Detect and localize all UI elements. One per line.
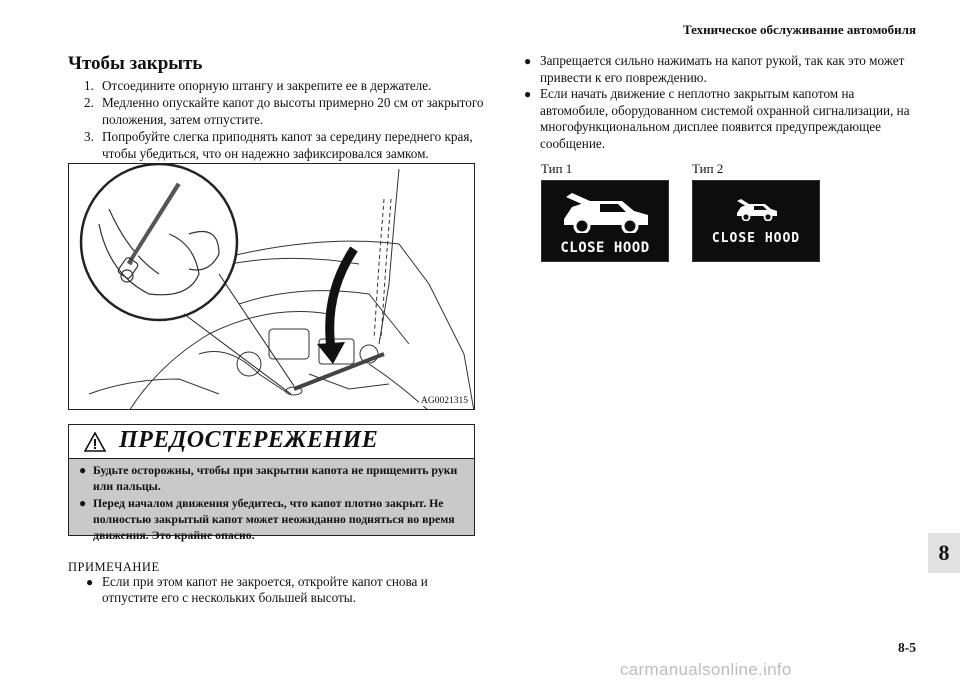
warning-box <box>68 424 475 542</box>
warning-text: Будьте осторожны, чтобы при закрытии капота не прищемить руки или пальцы. <box>93 463 458 493</box>
type-2-label: Тип 2 <box>692 161 724 176</box>
bullet-icon: ● <box>524 87 532 101</box>
page-heading: Чтобы закрыть <box>68 53 203 74</box>
warning-title: ПРЕДОСТЕРЕЖЕНИЕ <box>119 427 379 453</box>
warning-text: Перед началом движения убедитесь, что капот плотно закрыт. Не полностью закрытый капот может неожиданно подняться во время движения. Это крайне опасно. <box>93 496 455 542</box>
page-number: 8-5 <box>898 640 916 655</box>
warning-header <box>69 425 474 459</box>
steps-list <box>84 77 484 162</box>
warning-body <box>79 462 469 544</box>
bullet-icon: ● <box>86 575 94 589</box>
bullet-icon: ● <box>79 463 87 477</box>
display-message: CLOSE HOOD <box>711 231 801 246</box>
right-text: Если начать движение с неплотно закрытым капотом на автомобиле, оборудованном системой охранной сигнализации, на многофункциональном дисплее появится предупреждающее сообщение. <box>540 86 910 151</box>
bullet-icon: ● <box>524 54 532 68</box>
warning-item <box>79 462 469 494</box>
warning-item <box>79 495 469 543</box>
step-text: Попробуйте слегка приподнять капот за середину переднего края, чтобы убедиться, что он надежно зафиксировался замком. <box>102 129 473 161</box>
chapter-tab: 8 <box>928 533 960 573</box>
display-message: CLOSE HOOD <box>560 240 650 256</box>
open-hood-car-icon <box>560 193 652 233</box>
step-text: Отсоедините опорную штангу и закрепите ее в держателе. <box>102 78 432 93</box>
step-number: 2. <box>84 95 94 110</box>
step-number: 1. <box>84 78 94 93</box>
step-number: 3. <box>84 129 94 144</box>
right-item <box>524 86 924 152</box>
note-body <box>86 574 466 606</box>
right-item <box>524 53 924 86</box>
display-type-2 <box>692 180 820 262</box>
type-1-label: Тип 1 <box>541 161 573 176</box>
watermark: carmanualsonline.info <box>620 660 792 679</box>
bullet-icon: ● <box>79 496 87 510</box>
open-hood-car-icon <box>735 199 779 221</box>
right-text: Запрещается сильно нажимать на капот рукой, так как это может привести к его повреждению. <box>540 53 905 85</box>
figure-code: AG0021315 <box>421 396 468 406</box>
step-text: Медленно опускайте капот до высоты примерно 20 см от закрытого положения, затем отпустите. <box>102 95 484 127</box>
right-column <box>524 53 924 152</box>
section-title: Техническое обслуживание автомобиля <box>682 22 916 37</box>
hood-illustration <box>68 163 475 410</box>
hood-drawing <box>69 164 475 410</box>
note-text: Если при этом капот не закроется, откройте капот снова и отпустите его с нескольких большей высоты. <box>102 574 428 605</box>
step-item <box>84 94 484 128</box>
step-item <box>84 77 484 94</box>
warning-triangle-icon <box>84 432 106 452</box>
step-item <box>84 128 484 162</box>
note-item <box>86 574 466 606</box>
display-type-1 <box>541 180 669 262</box>
note-label: ПРИМЕЧАНИЕ <box>68 560 160 574</box>
